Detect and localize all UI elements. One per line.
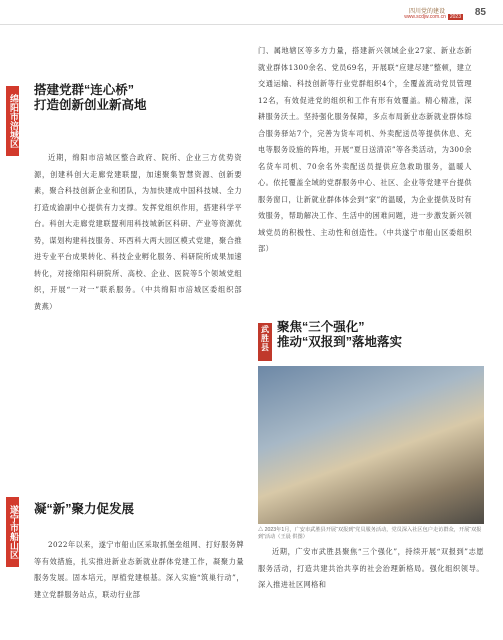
section4-body bbox=[34, 537, 244, 637]
section-tag-mianyang: 绵阳市涪城区 bbox=[6, 86, 19, 156]
section1-title-line1: 搭建党群“连心桥” bbox=[34, 83, 135, 97]
section-tag-wusheng: 武胜县 bbox=[258, 323, 272, 361]
page-number: 85 bbox=[474, 7, 486, 18]
section1-paragraph bbox=[34, 150, 250, 315]
header-rule bbox=[0, 24, 503, 25]
section3-title bbox=[277, 320, 477, 350]
section3-title-line2: 推动“双报到”落地落实 bbox=[277, 335, 403, 349]
section2-body bbox=[258, 43, 472, 319]
magazine-url bbox=[404, 14, 463, 20]
section3-body bbox=[258, 544, 484, 636]
section3-paragraph: 近期，广安市武胜县聚焦“三个强化”，持续开展“双报到”志愿服务活动，打造共建共治共享的社会治理新格局。强化组织领导。深入推进社区网格和 bbox=[258, 547, 484, 589]
section1-body-text: 近期，绵阳市涪城区整合政府、院所、企业三方优势资源，创建科创大走廊党建联盟，加速聚集智慧资源、创新要素，聚合科技创新企业和团队，为加快建成中国科技城、全力打造成渝副中心提供有力支撑。发挥党组织作用，搭建科学平台。科创大走廊党建联盟利用科技城新区科研、产业等资源优势，谋划构建科技服务、环西科大两大园区模式党建，聚合推进专业平台成果转化、科技企业孵化服务、科研院所成果加速转化，对接绵阳科研院所、高校、企业、医院等5个领域党组织，开展“一对一”联系服务。 bbox=[34, 153, 242, 294]
section4-title: 凝“新”聚力促发展 bbox=[34, 502, 135, 516]
section1-title bbox=[34, 83, 224, 113]
section4-paragraph: 2022年以来，遂宁市船山区采取抓堡垒组网、打好服务牌等有效措施，扎实推进新业态新就业群体党建工作，凝聚力量服务发展。固本培元，厚植党建根基。深入实施“筑巢行动”，建立党群服务站点，联动行业部 bbox=[34, 540, 244, 599]
photo-caption: △ 2023年1月，广安市武胜县开展“双报到”党员服务活动，党员深入社区包户走访群众，开展“双报到”活动（王晨 供图） bbox=[258, 527, 482, 540]
section1-byline: （中共绵阳市涪城区委组织部 黄燕） bbox=[34, 285, 250, 311]
volunteer-photo bbox=[258, 366, 484, 524]
url-text: www.scdjw.com.cn bbox=[404, 14, 446, 20]
magazine-title: 四川党的建设 bbox=[408, 9, 445, 15]
section1-body bbox=[34, 150, 250, 486]
section3-title-line1: 聚焦“三个强化” bbox=[277, 320, 365, 334]
year-badge: 2023 bbox=[449, 14, 461, 20]
section-tag-chuanshan: 遂宁市船山区 bbox=[6, 497, 19, 567]
section1-title-line2: 打造创新创业新高地 bbox=[34, 98, 147, 112]
section2-paragraph: 门、属地辖区等多方力量，搭建新兴领域企业27家、新业态新就业群体1300余名、党员69名，开展联“应建尽建”整顿，建立交通运输、科技创新等行业党群组织4个，全覆盖流动党员管理12名，有效促进党的组织和工作有形有效覆盖。精心精准，深耕服务沃土。坚持强化服务保障，多点布局新业态新就业群体综合服务驿站7个，完善为货车司机、外卖配送员等提供休息、充电等服务设施的阵地，开展“夏日送清凉”等各类活动，为300余名货车司机、70余名外卖配送员提供应急救助服务，温暖人心。依托覆盖全域的党群服务中心、社区、企业等党建平台提供服务窗口，让新就业群体体会到“家”的温暖，为企业提供及时有效服务，帮助解决工作、生活中的困难问题，进一步激发新兴领域党员的积极性、主动性和创造性。（中共遂宁市船山区委组织部） bbox=[258, 46, 472, 253]
